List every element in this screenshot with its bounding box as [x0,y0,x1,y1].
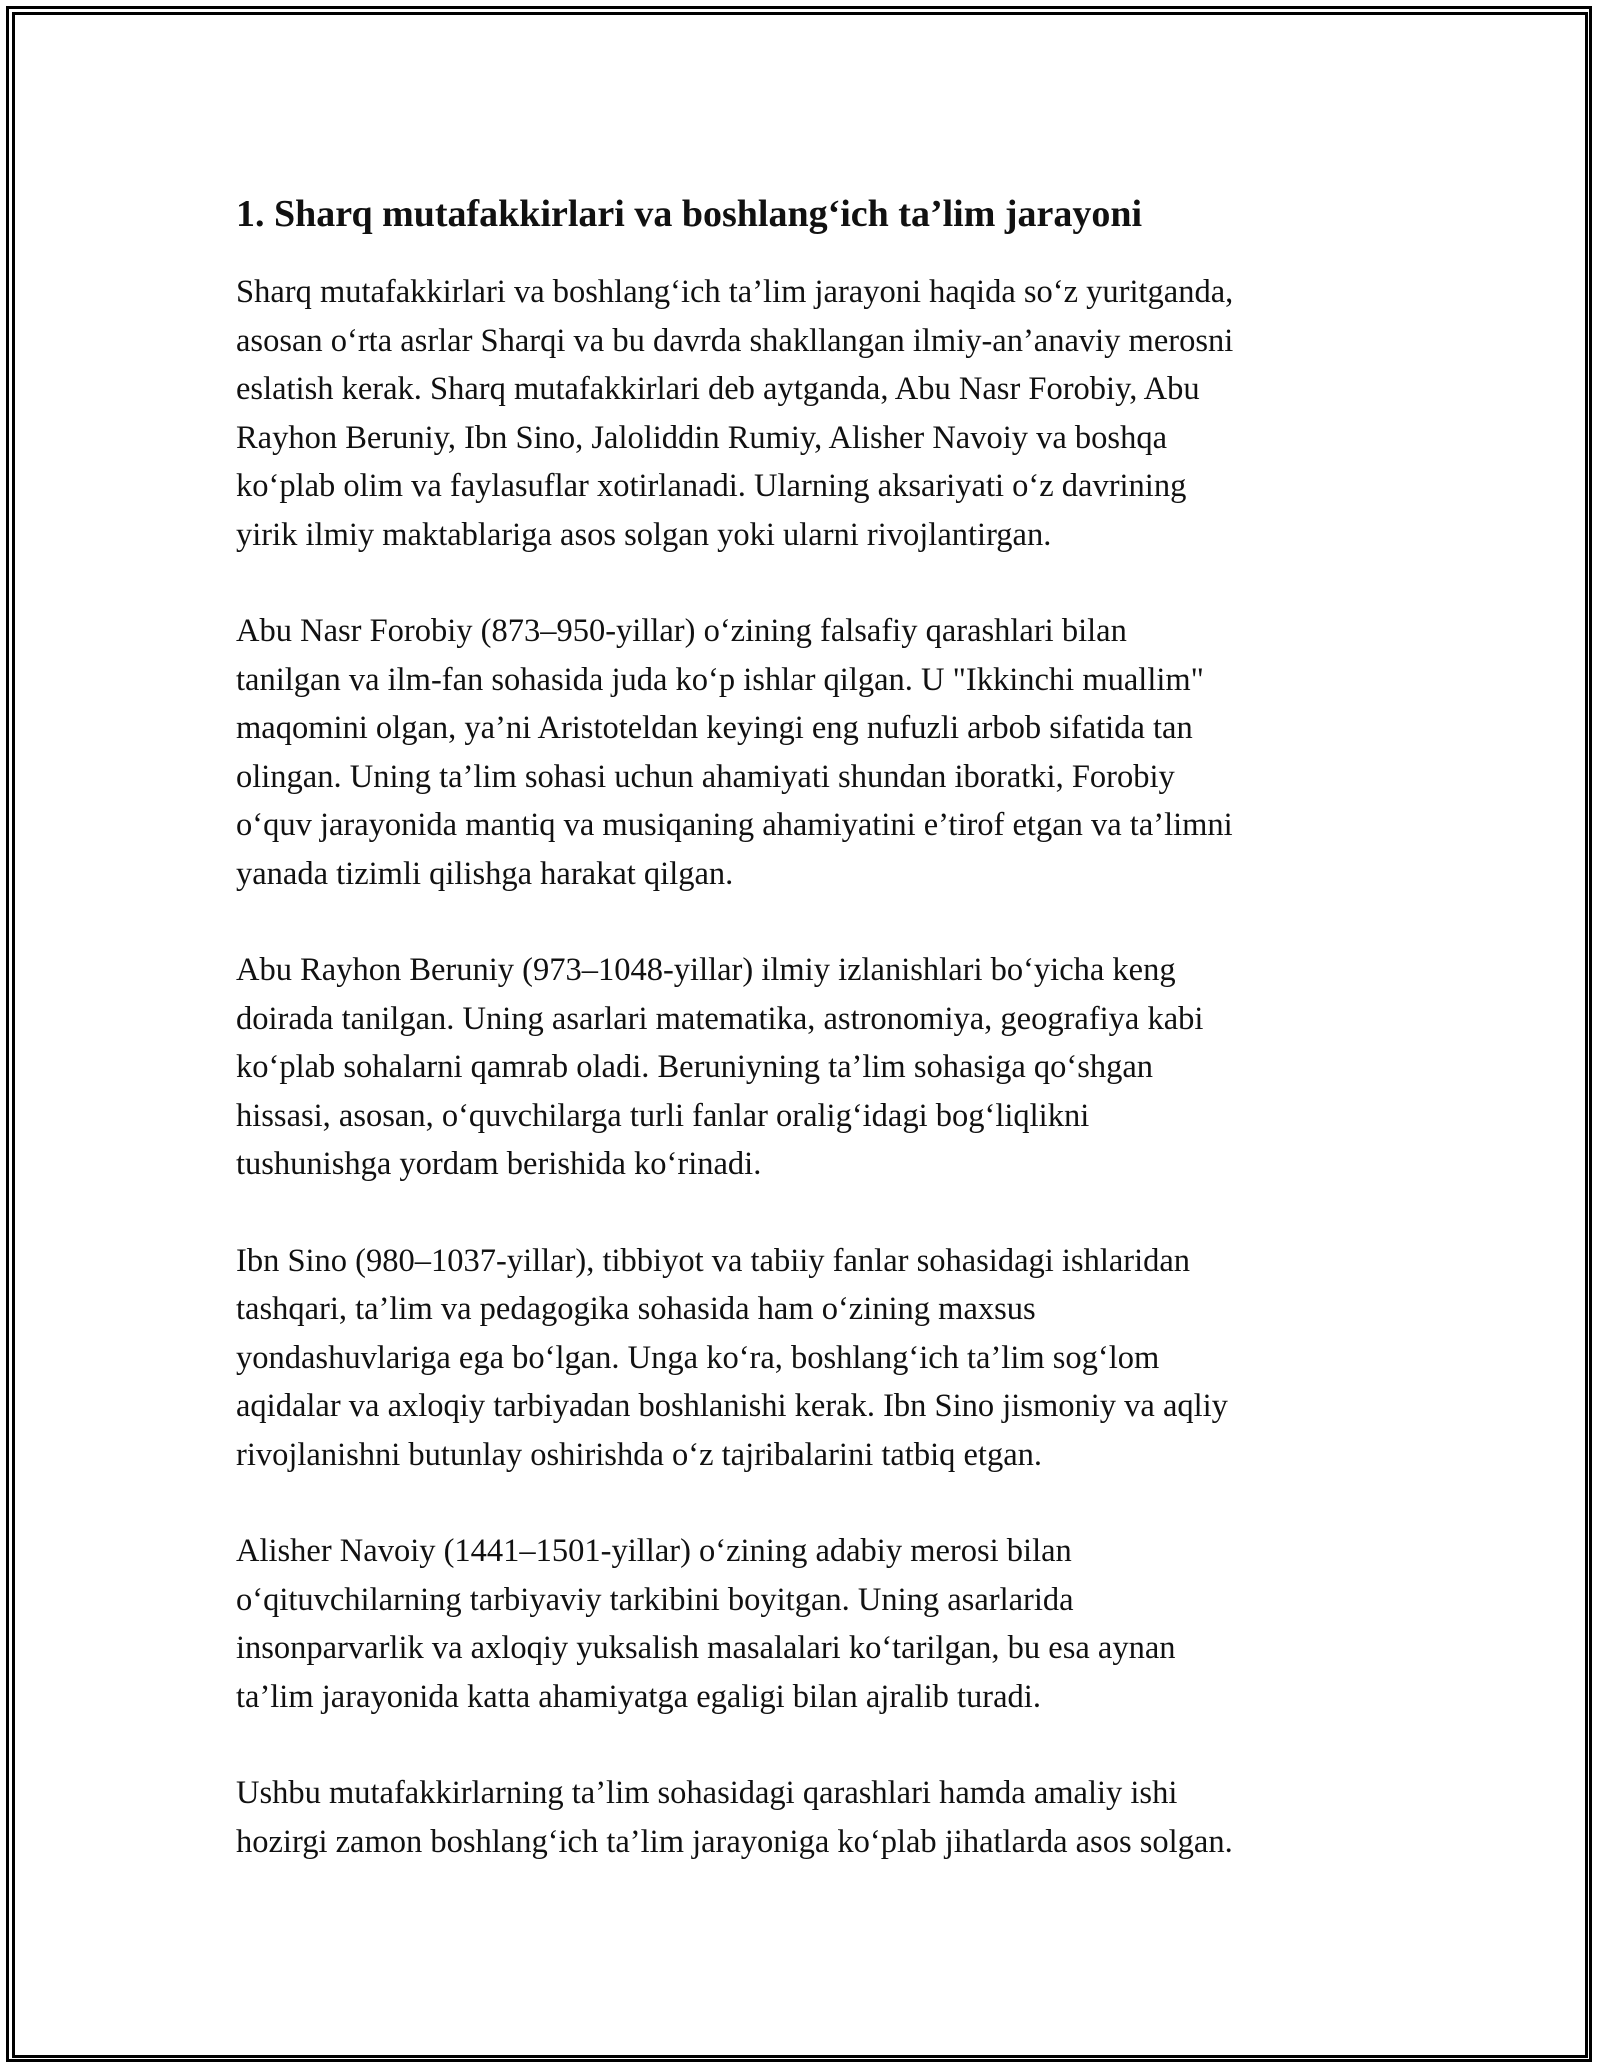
paragraph-line: Abu Nasr Forobiy (873–950-yillar) o‘zining falsafiy qarashlari bilan [236,613,1127,649]
paragraph-line: doirada tanilgan. Uning asarlari matematika, astronomiya, geografiya kabi [236,1000,1204,1037]
paragraph [236,1237,1376,1480]
paragraph-line: Abu Rayhon Beruniy (973–1048-yillar) ilmiy izlanishlari bo‘yicha keng [236,952,1176,988]
paragraph-line: tushunishga yordam berishida ko‘rinadi. [236,1146,762,1182]
paragraph-line: ko‘plab sohalarni qamrab oladi. Beruniyning ta’lim sohasiga qo‘shgan [236,1049,1154,1085]
paragraph-line: Ushbu mutafakkirlarning ta’lim sohasidagi qarashlari hamda amaliy ishi [236,1775,1178,1811]
paragraph-line: eslatish kerak. Sharq mutafakkirlari deb aytganda, Abu Nasr Forobiy, Abu [236,371,1200,407]
paragraph [236,1769,1376,1866]
paragraph-line: ta’lim jarayonida katta ahamiyatga egaligi bilan ajralib turadi. [236,1678,1041,1715]
paragraph-line: insonparvarlik va axloqiy yuksalish masalalari ko‘tarilgan, bu esa aynan [236,1630,1176,1666]
paragraph-line: asosan o‘rta asrlar Sharqi va bu davrda shakllangan ilmiy-an’anaviy merosni [236,322,1234,359]
paragraph-line: hozirgi zamon boshlang‘ich ta’lim jarayoniga ko‘plab jihatlarda asos solgan. [236,1823,1233,1860]
paragraph-line: Alisher Navoiy (1441–1501-yillar) o‘zining adabiy merosi bilan [236,1533,1072,1569]
paragraph-line: Ibn Sino (980–1037-yillar), tibbiyot va tabiiy fanlar sohasidagi ishlaridan [236,1242,1191,1279]
paragraph-line: tanilgan va ilm-fan sohasida juda ko‘p ishlar qilgan. U "Ikkinchi muallim" [236,661,1204,698]
paragraph [236,946,1376,1189]
paragraph-line: yirik ilmiy maktablariga asos solgan yoki ularni rivojlantirgan. [236,516,1052,553]
paragraph [236,1527,1376,1721]
paragraph-line: o‘qituvchilarning tarbiyaviy tarkibini boyitgan. Uning asarlarida [236,1581,1074,1618]
paragraph-line: yondashuvlariga ega bo‘lgan. Unga ko‘ra, boshlang‘ich ta’lim sog‘lom [236,1339,1160,1376]
paragraph-line: olingan. Uning ta’lim sohasi uchun ahamiyati shundan iboratki, Forobiy [236,758,1175,795]
paragraph-line: hissasi, asosan, o‘quvchilarga turli fanlar oralig‘idagi bog‘liqlikni [236,1097,1090,1134]
paragraph-line: rivojlanishni butunlay oshirishda o‘z tajribalarini tatbiq etgan. [236,1436,1042,1473]
document-body [236,188,1376,1914]
paragraph-line: ko‘plab olim va faylasuflar xotirlanadi. Ularning aksariyati o‘z davrining [236,468,1187,504]
paragraph-line: aqidalar va axloqiy tarbiyadan boshlanishi kerak. Ibn Sino jismoniy va aqliy [236,1388,1228,1424]
paragraph-line: tashqari, ta’lim va pedagogika sohasida ham o‘zining maxsus [236,1291,1036,1327]
paragraph [236,607,1376,898]
section-heading: 1. Sharq mutafakkirlari va boshlang‘ich ta’lim jarayoni [236,193,1143,235]
paragraph-line: Rayhon Beruniy, Ibn Sino, Jaloliddin Rumiy, Alisher Navoiy va boshqa [236,419,1167,456]
paragraph-list [236,268,1376,1866]
paragraph-line: maqomini olgan, ya’ni Aristoteldan keyingi eng nufuzli arbob sifatida tan [236,710,1193,746]
paragraph-line: Sharq mutafakkirlari va boshlang‘ich ta’lim jarayoni haqida so‘z yuritganda, [236,274,1234,310]
paragraph [236,268,1376,559]
paragraph-line: yanada tizimli qilishga harakat qilgan. [236,855,734,892]
paragraph-line: o‘quv jarayonida mantiq va musiqaning ahamiyatini e’tirof etgan va ta’limni [236,807,1233,843]
